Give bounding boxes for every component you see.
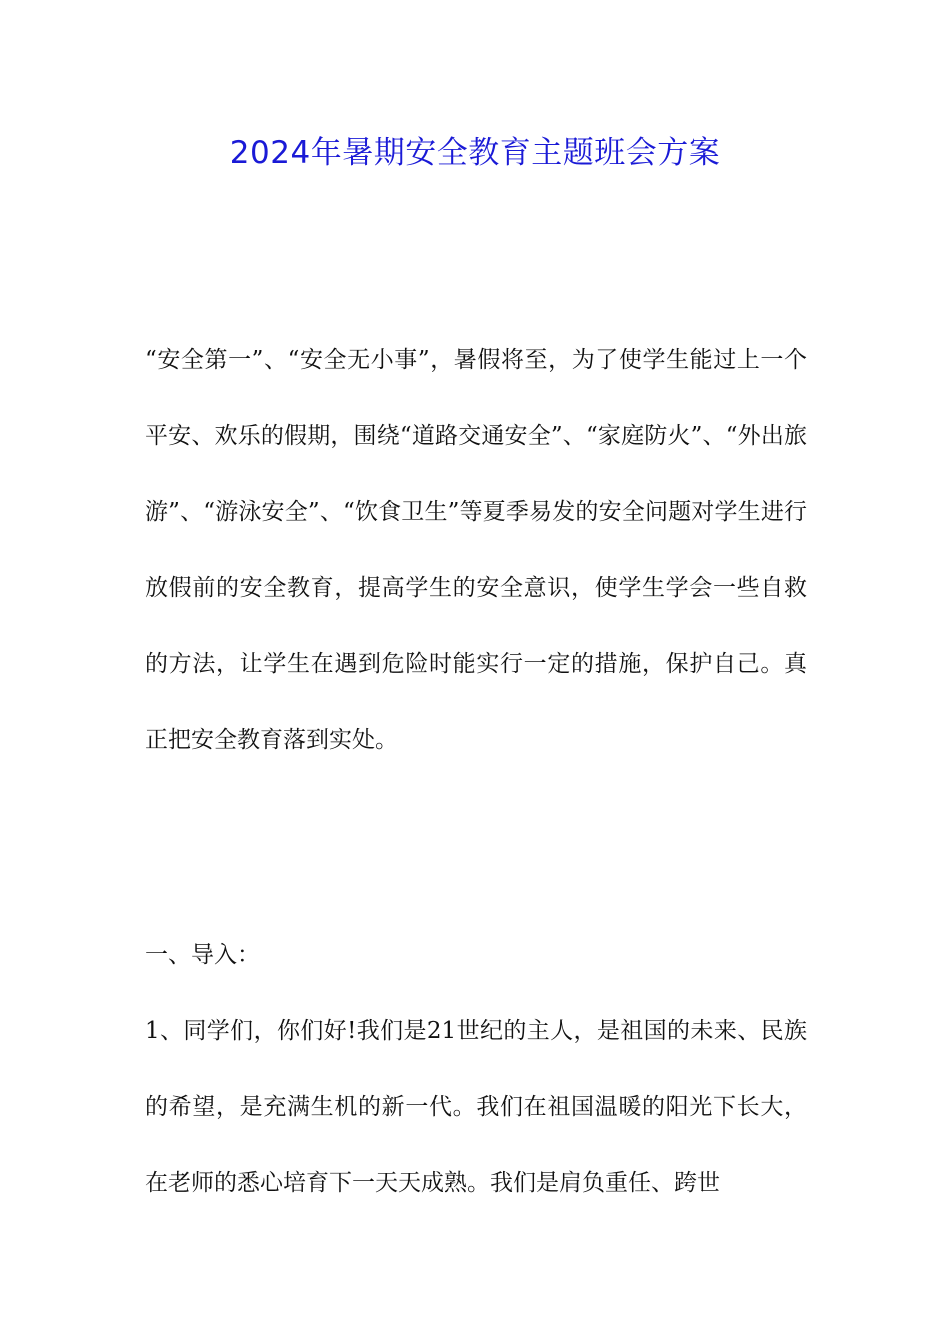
intro-paragraph: “安全第一”、“安全无小事”，暑假将至，为了使学生能过上一个平安、欢乐的假期，围绕“道路交通安全”、“家庭防火”、“外出旅游”、“游泳安全”、“饮食卫生”等夏季易发的安全问题对学生进行放假前的安全教育，提高学生的安全意识，使学生学会一些自救的方法，让学生在遇到危险时能实行一定的措施，保护自己。真正把安全教育落到实处。 xyxy=(145,347,807,753)
section-heading-introduction: 一、导入： xyxy=(145,942,260,968)
document-title: 2024年暑期安全教育主题班会方案 xyxy=(229,135,721,171)
list-item-1: 1、同学们，你们好!我们是21世纪的主人，是祖国的未来、民族的希望，是充满生机的新一代。我们在祖国温暖的阳光下长大，在老师的悉心培育下一天天成熟。我们是肩负重任、跨世 xyxy=(145,1018,807,1196)
